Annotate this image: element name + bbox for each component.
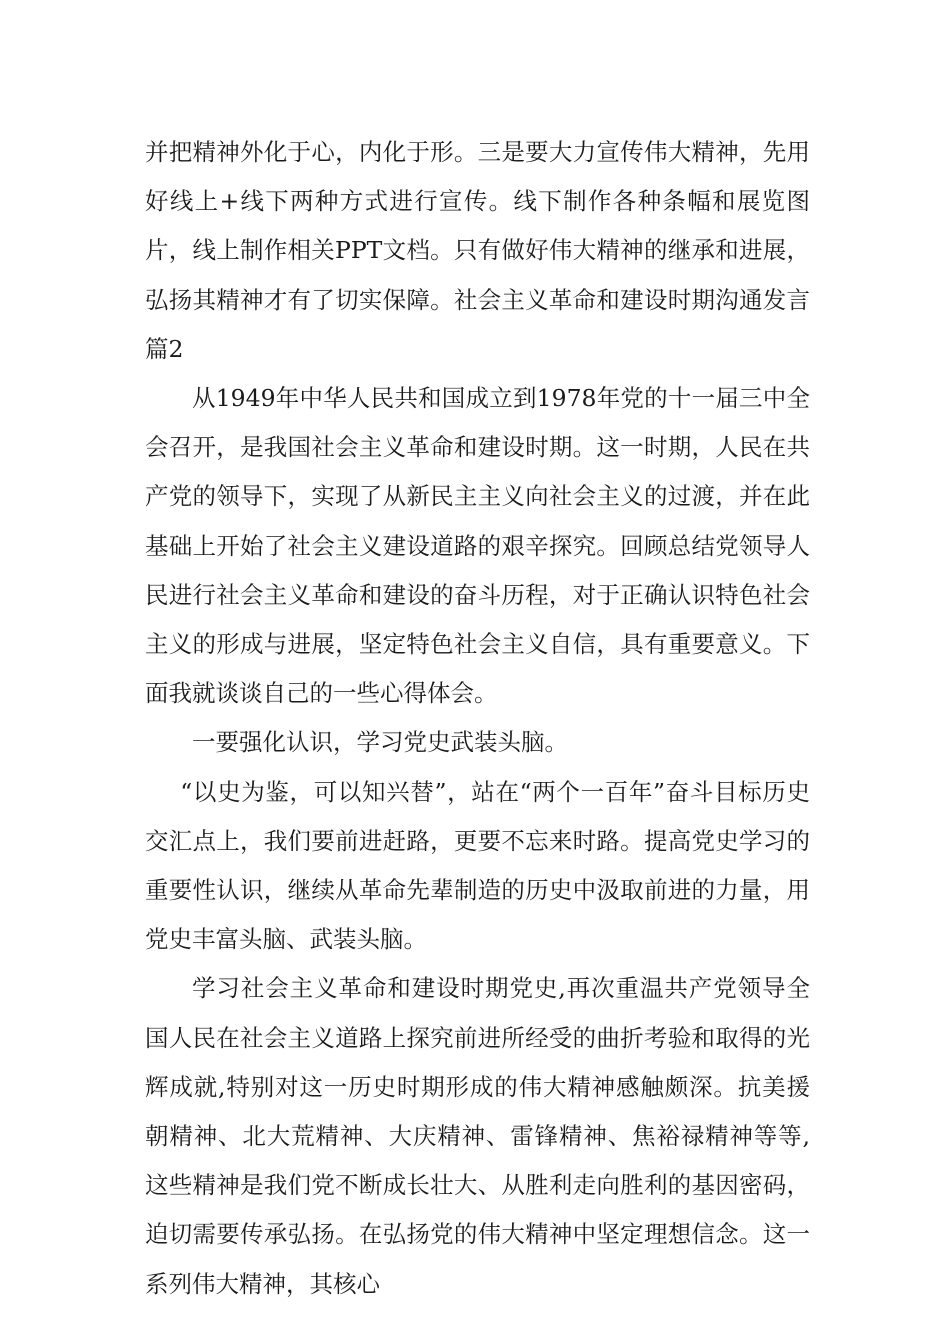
paragraph-1: 并把精神外化于心，内化于形。三是要大力宣传伟大精神，先用好线上+线下两种方式进行宣传。线下制作各种条幅和展览图片，线上制作相关PPT文档。只有做好伟大精神的继承和进展，弘扬其精神才有了切实保障。社会主义革命和建设时期沟通发言篇2	[145, 138, 810, 363]
paragraph-2: 从1949年中华人民共和国成立到1978年党的十一届三中全会召开，是我国社会主义革命和建设时期。这一时期，人民在共产党的领导下，实现了从新民主主义向社会主义的过渡，并在此基础上开始了社会主义建设道路的艰辛探究。回顾总结党领导人民进行社会主义革命和建设的奋斗历程，对于正确认识特色社会主义的形成与进展，坚定特色社会主义自信，具有重要意义。下面我就谈谈自己的一些心得体会。	[145, 384, 810, 708]
document-body	[145, 128, 810, 1309]
paragraph-4: “以史为鉴，可以知兴替”，站在“两个一百年”奋斗目标历史交汇点上，我们要前进赶路，更要不忘来时路。提高党史学习的重要性认识，继续从革命先辈制造的历史中汲取前进的力量，用党史丰富头脑、武装头脑。	[145, 777, 810, 954]
paragraph-3-heading: 一要强化认识，学习党史武装头脑。	[192, 728, 568, 757]
paragraph-5: 学习社会主义革命和建设时期党史,再次重温共产党领导全国人民在社会主义道路上探究前进所经受的曲折考验和取得的光辉成就,特别对这一历史时期形成的伟大精神感触颇深。抗美援朝精神、北大荒精神、大庆精神、雷锋精神、焦裕禄精神等等,这些精神是我们党不断成长壮大、从胜利走向胜利的基因密码，迫切需要传承弘扬。在弘扬党的伟大精神中坚定理想信念。这一系列伟大精神，其核心	[145, 974, 810, 1298]
